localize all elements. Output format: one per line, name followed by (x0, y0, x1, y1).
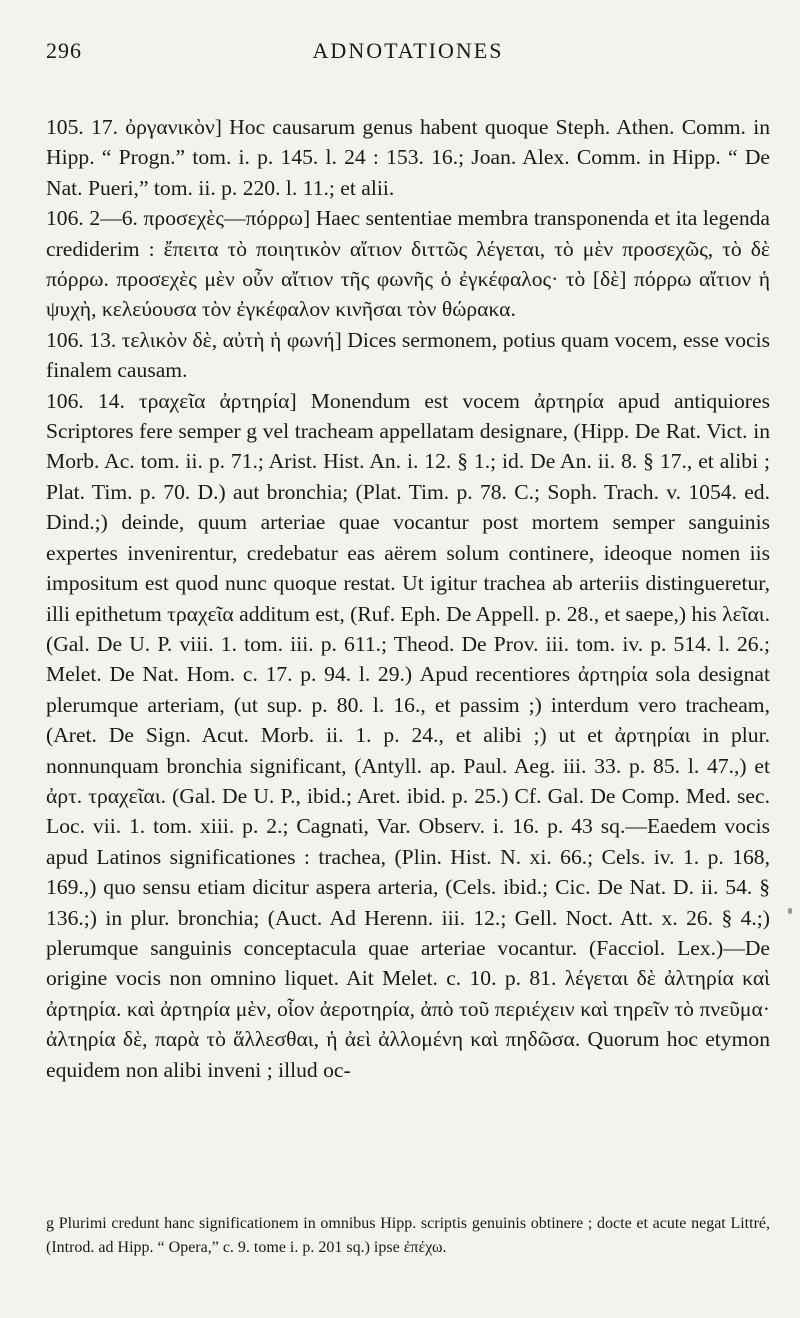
note-106-13: 106. 13. τελικὸν δὲ, αὐτὴ ἡ φωνή] Dices sermonem, potius quam vocem, esse vocis finalem causam. (46, 327, 770, 383)
note-106-2-6: 106. 2—6. προσεχὲς—πόρρω] Haec sententiae membra transponenda et ita legenda crediderim : ἔπειτα τὸ ποιητικὸν αἴτιον διττῶς λέγεται, τὸ μὲν προσεχῶς, τὸ δὲ πόρρω. προσεχὲς μὲν οὖν αἴτιον τῆς φωνῆς ὁ ἐγκέφαλος· τὸ [δὲ] πόρρω αἴτιον ἡ ψυχὴ, κελεύουσα τὸν ἐγκέφαλον κινῆσαι τὸν θώρακα. (46, 206, 770, 322)
margin-smudge (788, 908, 792, 914)
note-105-17: 105. 17. ὀργανικὸν] Hoc causarum genus habent quoque Steph. Athen. Comm. in Hipp. “ Progn.” tom. i. p. 145. l. 24 : 153. 16.; Joan. Alex. Comm. in Hipp. “ De Nat. Pueri,” tom. ii. p. 220. l. 11.; et alii. (46, 115, 770, 200)
footnote: g Plurimi credunt hanc significationem in omnibus Hipp. scriptis genuinis obtinere ; docte et acute negat Littré, (Introd. ad Hipp. “ Opera,” c. 9. tome i. p. 201 sq.) ipse ἐπέχω. (46, 1215, 770, 1256)
page-number: 296 (46, 38, 82, 63)
running-head (46, 34, 770, 74)
note-106-14: 106. 14. τραχεῖα ἀρτηρία] Monendum est vocem ἀρτηρία apud antiquiores Scriptores fere semper g vel tracheam appellatam designare, (Hipp. De Rat. Vict. in Morb. Ac. tom. ii. p. 71.; Arist. Hist. An. i. 12. § 1.; id. De An. ii. 8. § 17., et alibi ; Plat. Tim. p. 70. D.) aut bronchia; (Plat. Tim. p. 78. C.; Soph. Trach. v. 1054. ed. Dind.;) deinde, quum arteriae quae vocantur post mortem semper sanguinis expertes invenirentur, credebatur eas aërem solum continere, ideoque nomen iis impositum est quod nunc quoque restat. Ut igitur trachea ab arteriis distingueretur, illi epithetum τραχεῖα additum est, (Ruf. Eph. De Appell. p. 28., et saepe,) his λεῖαι. (Gal. De U. P. viii. 1. tom. iii. p. 611.; Theod. De Prov. iii. tom. iv. p. 514. l. 26.; Melet. De Nat. Hom. c. 17. p. 94. l. 29.) Apud recentiores ἀρτηρία sola designat plerumque arteriam, (ut sup. p. 80. l. 16., et passim ;) interdum vero tracheam, (Aret. De Sign. Acut. Morb. ii. 1. p. 24., et alibi ;) ut et ἀρτηρίαι in plur. nonnunquam bronchia significant, (Antyll. ap. Paul. Aeg. iii. 33. p. 85. l. 47.,) et ἀρτ. τραχεῖαι. (Gal. De U. P., ibid.; Aret. ibid. p. 25.) Cf. Gal. De Comp. Med. sec. Loc. vii. 1. tom. xiii. p. 2.; Cagnati, Var. Observ. i. 16. p. 43 sq.—Eaedem vocis apud Latinos significationes : trachea, (Plin. Hist. N. xi. 66.; Cels. iv. 1. p. 168, 169.,) quo sensu etiam dicitur aspera arteria, (Cels. ibid.; Cic. De Nat. D. ii. 54. § 136.;) in plur. bronchia; (Auct. Ad Herenn. iii. 12.; Gell. Noct. Att. x. 26. § 4.;) plerumque sanguinis conceptacula quae arteriae vocantur. (Facciol. Lex.)—De origine vocis non omnino liquet. Ait Melet. c. 10. p. 81. λέγεται δὲ ἀλτηρία καὶ ἀρτηρία. καὶ ἀρτηρία μὲν, οἷον ἀεροτηρία, ἀπὸ τοῦ περιέχειν καὶ τηρεῖν τὸ πνεῦμα· ἀλτηρία δὲ, παρὰ τὸ ἅλλεσθαι, ἡ ἀεὶ ἀλλομένη καὶ πηδῶσα. Quorum hoc etymon equidem non alibi inveni ; illud oc- (46, 388, 770, 1082)
body-text (46, 112, 770, 1085)
running-title: ADNOTATIONES (312, 38, 504, 63)
